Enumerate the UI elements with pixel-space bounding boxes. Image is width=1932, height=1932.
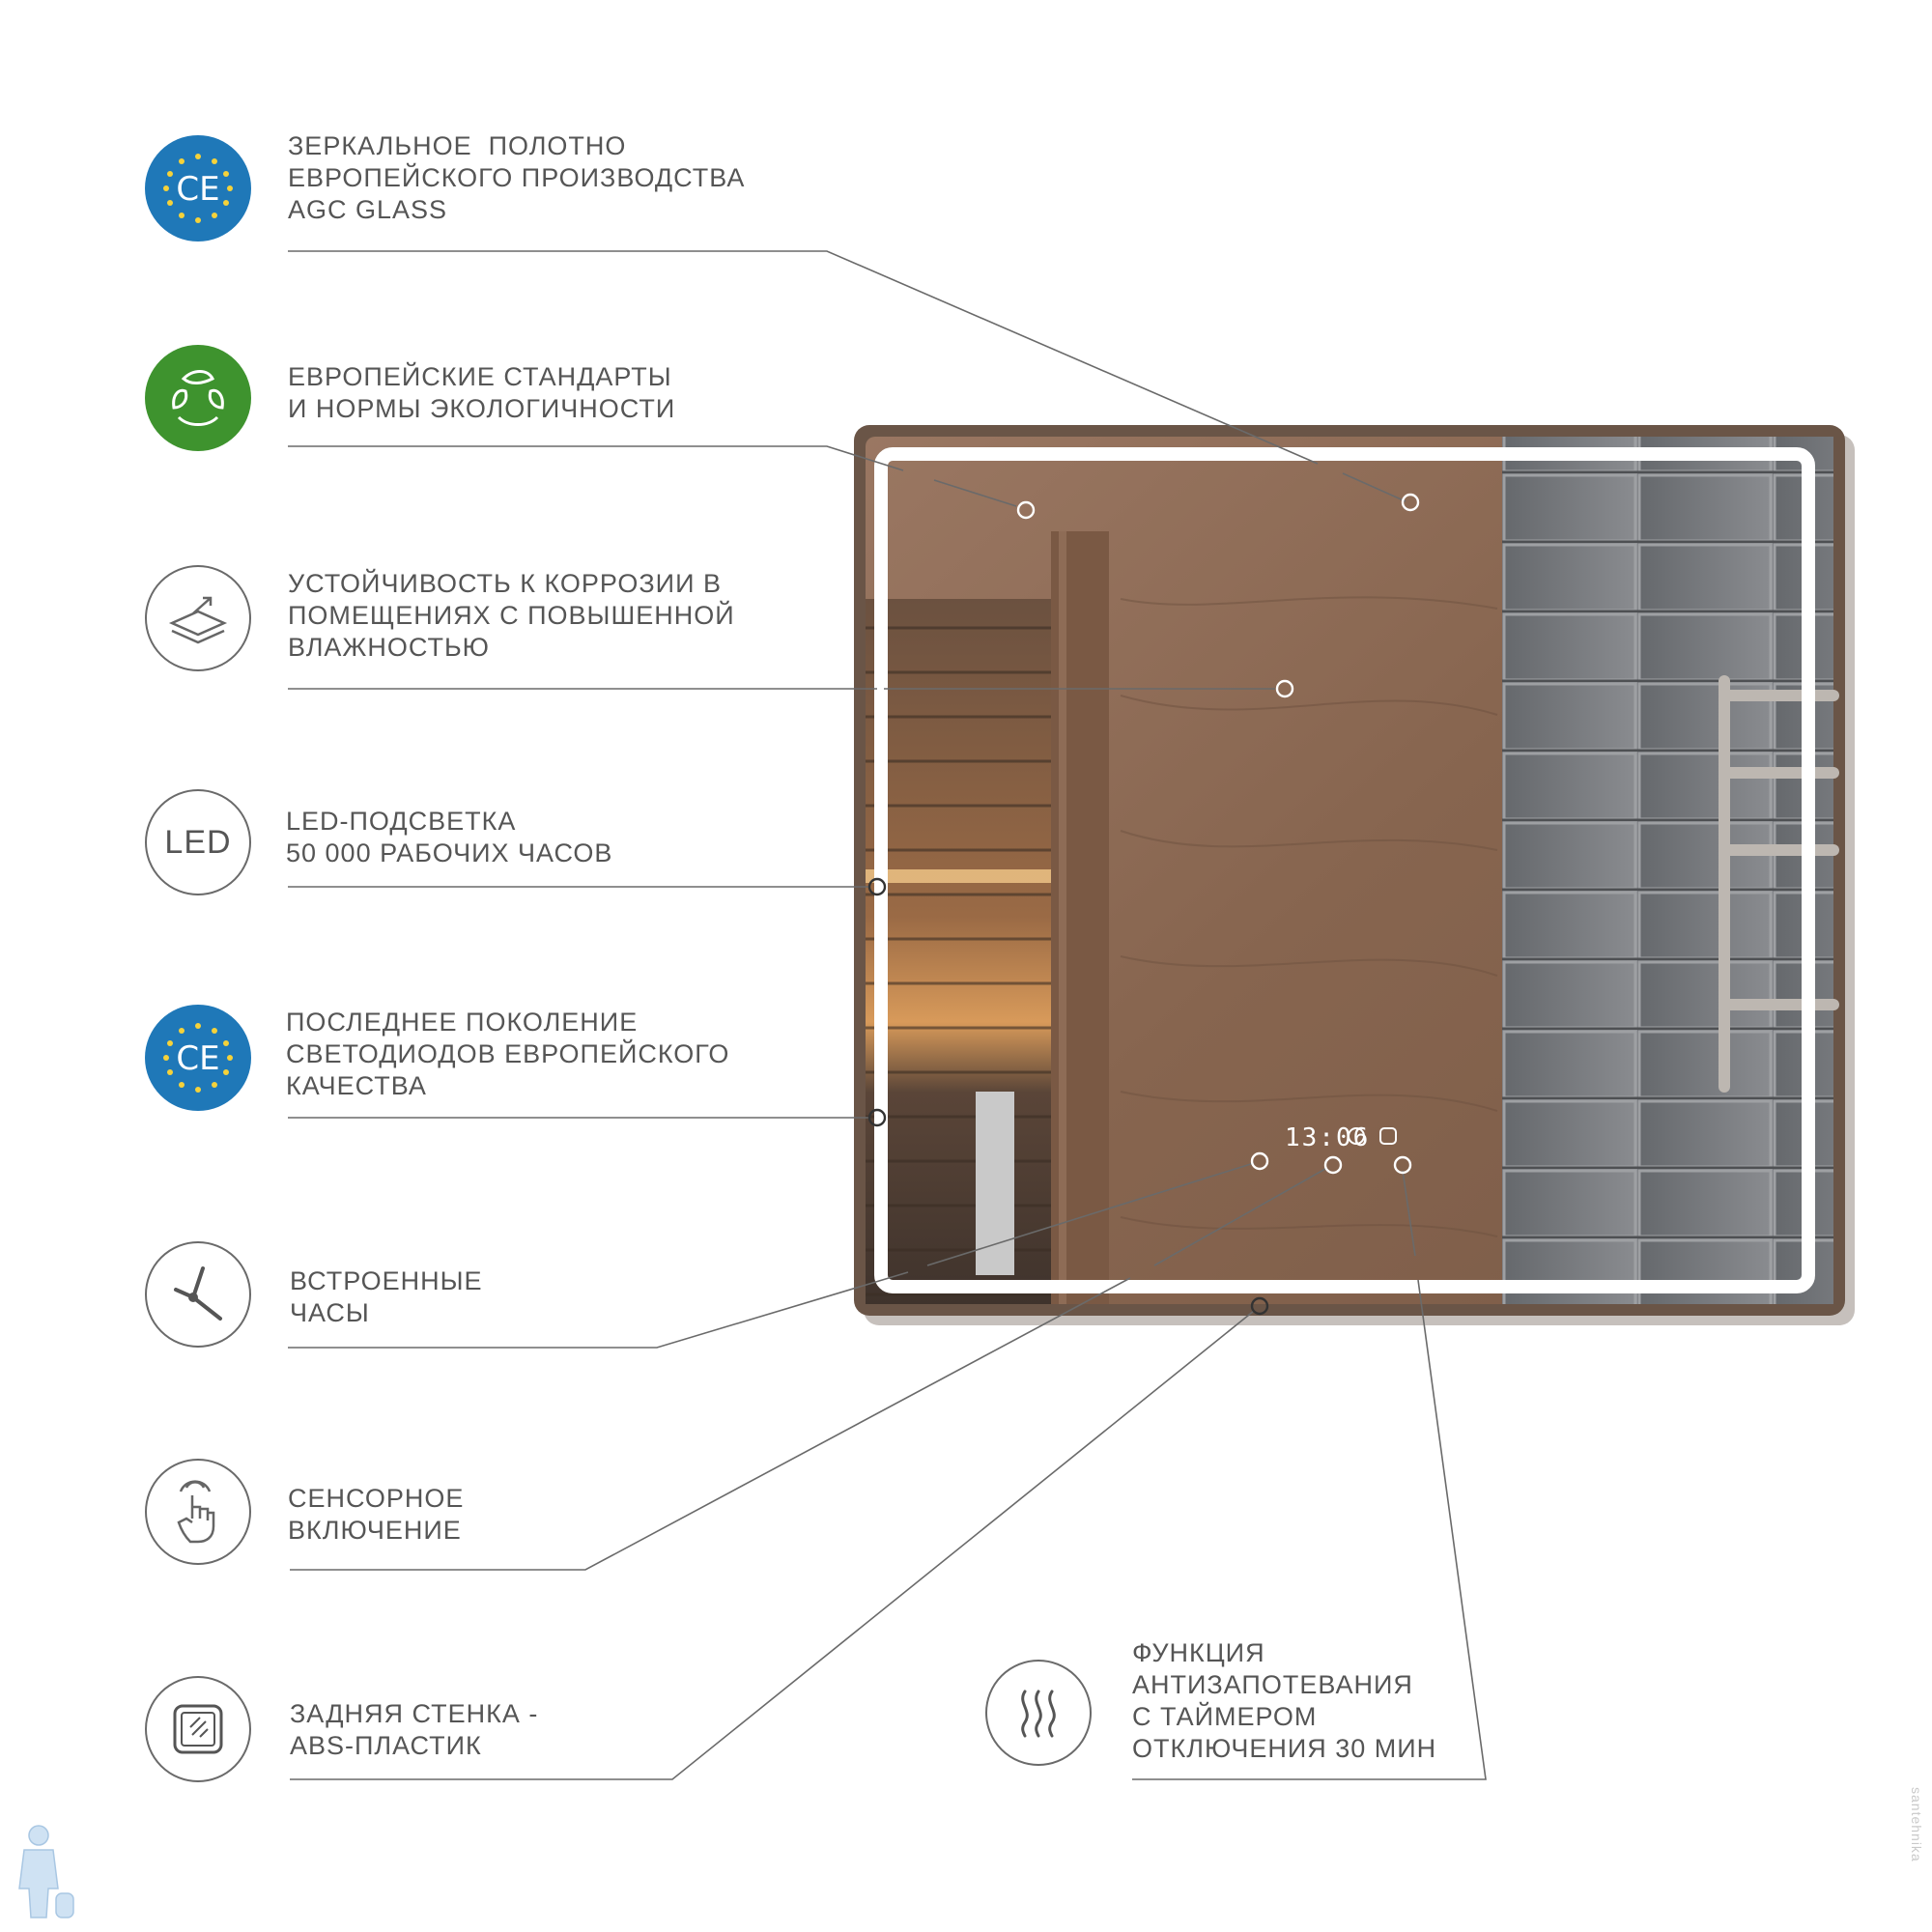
ce-mark-icon: [145, 1005, 251, 1111]
svg-text:CE: CE: [176, 170, 220, 209]
feature-eco-text: ЕВРОПЕЙСКИЕ СТАНДАРТЫ И НОРМЫ ЭКОЛОГИЧНОСТИ: [288, 362, 676, 423]
led-icon: LED: [145, 789, 251, 895]
feature-led-generation-text: ПОСЛЕДНЕЕ ПОКОЛЕНИЕ СВЕТОДИОДОВ ЕВРОПЕЙСКОГО КАЧЕСТВА: [286, 1008, 730, 1100]
ce-mark-icon: [145, 135, 251, 242]
feature-led-text: LED-ПОДСВЕТКА 50 000 РАБОЧИХ ЧАСОВ: [286, 807, 613, 867]
svg-text:CE: CE: [176, 1039, 220, 1078]
touch-hand-icon: [145, 1459, 251, 1565]
watermark-text: santehnika: [1909, 1787, 1924, 1862]
feature-back-panel-text: ЗАДНЯЯ СТЕНКА - ABS-ПЛАСТИК: [290, 1699, 539, 1760]
mirror-reflection: [866, 437, 1833, 1304]
feature-touch-text: СЕНСОРНОЕ ВКЛЮЧЕНИЕ: [288, 1484, 465, 1545]
feature-mirror-glass-text: ЗЕРКАЛЬНОЕ ПОЛОТНО ЕВРОПЕЙСКОГО ПРОИЗВОДСТВА AGC GLASS: [288, 131, 746, 224]
layers-protection-icon: [145, 565, 251, 671]
feature-antifog-text: ФУНКЦИЯ АНТИЗАПОТЕВАНИЯ С ТАЙМЕРОМ ОТКЛЮЧЕНИЯ 30 МИН: [1132, 1638, 1437, 1763]
feature-clock-text: ВСТРОЕННЫЕ ЧАСЫ: [290, 1266, 483, 1327]
back-panel-icon: [145, 1676, 251, 1782]
clock-hands-icon: [145, 1241, 251, 1348]
eco-leaves-icon: [145, 345, 251, 451]
plumber-logo: [10, 1821, 77, 1927]
clock-display: 13:06: [1285, 1123, 1371, 1152]
feature-corrosion-text: УСТОЙЧИВОСТЬ К КОРРОЗИИ В ПОМЕЩЕНИЯХ С ПОВЫШЕННОЙ ВЛАЖНОСТЬЮ: [288, 569, 735, 662]
heat-waves-icon: [985, 1660, 1092, 1766]
